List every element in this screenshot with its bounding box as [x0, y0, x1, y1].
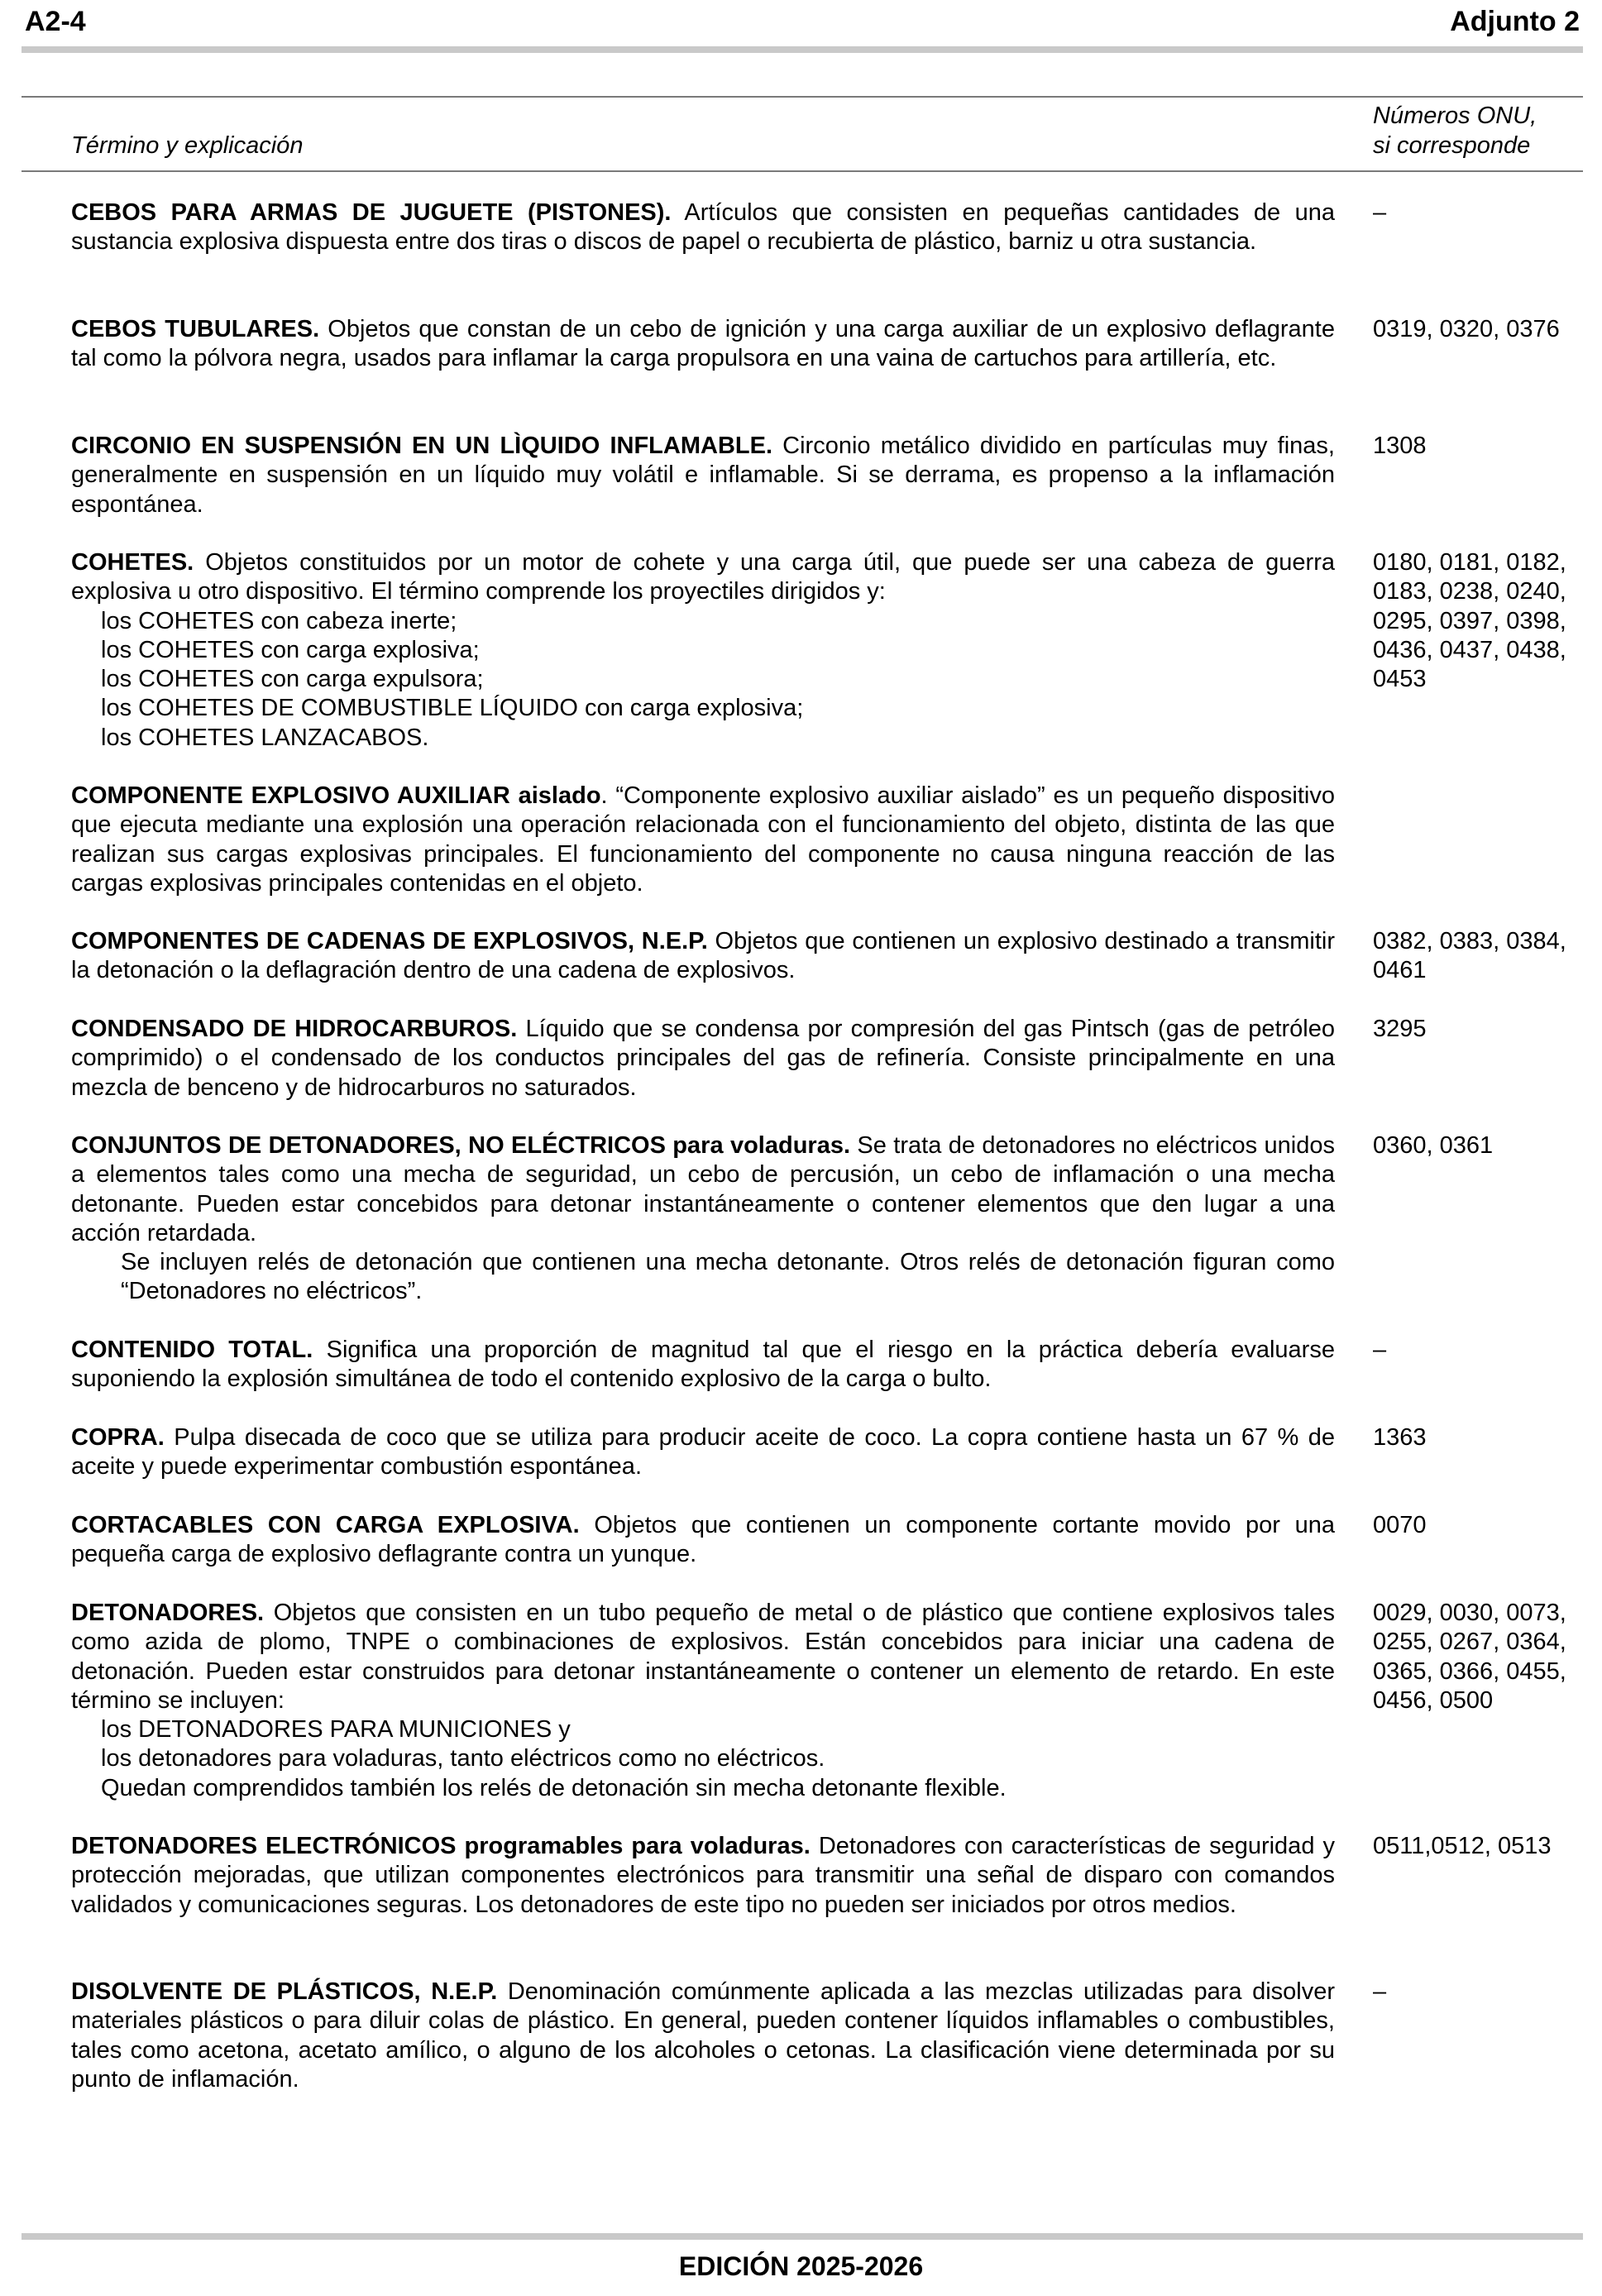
- un-number-line: 3295: [1373, 1016, 1427, 1042]
- entry-un-numbers: [1373, 927, 1596, 986]
- entry-text: [71, 927, 1335, 986]
- footer-rule: [22, 2233, 1583, 2240]
- un-number-line: 0382, 0383, 0384,: [1373, 928, 1566, 954]
- entry-description: Se trata de detonadores no eléctricos unidos a elementos tales como una mecha de seguridad, un cebo de percusión, un cebo de inflamación o una mecha detonante. Pueden estar concebidos para detonar instantáneamente o contener elementos que den lugar a una acción retardada.: [71, 1132, 1335, 1246]
- entry-term: CEBOS PARA ARMAS DE JUGUETE (PISTONES).: [71, 199, 672, 226]
- un-number-line: 1363: [1373, 1424, 1427, 1451]
- entry-subitem: los COHETES con carga expulsora;: [101, 666, 484, 693]
- header-rule: [22, 46, 1583, 53]
- term-column-header: Término y explicación: [71, 132, 304, 159]
- entry-subitem: los COHETES con carga explosiva;: [101, 636, 480, 663]
- un-number-line: –: [1373, 199, 1387, 226]
- entry-un-numbers: [1373, 432, 1596, 461]
- un-number-line: 0183, 0238, 0240,: [1373, 578, 1566, 605]
- entry-description: Objetos que contienen un explosivo destinado a transmitir la detonación o la deflagración dentro de una cadena de explosivos.: [71, 928, 1335, 984]
- edition-footer: EDICIÓN 2025-2026: [678, 2251, 924, 2281]
- un-number-line: 0295, 0397, 0398,: [1373, 607, 1566, 634]
- table-top-rule: [22, 96, 1583, 98]
- un-column-header-line1: Números ONU,: [1373, 103, 1537, 129]
- entry-description: Significa una proporción de magnitud tal que el riesgo en la práctica debería evaluarse suponiendo la explosión simultánea de todo el contenido explosivo de la carga o bulto.: [71, 1337, 1335, 1393]
- entry-un-numbers: [1373, 1978, 1596, 2007]
- un-number-line: –: [1373, 1978, 1387, 2005]
- entry-text: [71, 1511, 1335, 1570]
- entry-un-numbers: [1373, 1131, 1596, 1160]
- entry-term: DISOLVENTE DE PLÁSTICOS, N.E.P.: [71, 1978, 498, 2005]
- entry-description: . “Componente explosivo auxiliar aislado” es un pequeño dispositivo que ejecuta mediante una explosión una operación relacionada con el funcionamiento del objeto, distinta de las que realizan sus cargas explosivas principales. El funcionamiento del componente no causa ninguna reacción de las cargas explosivas principales contenidas en el objeto.: [71, 782, 1335, 897]
- entry-subitem: los COHETES con cabeza inerte;: [101, 607, 457, 634]
- entry-description: Objetos que constan de un cebo de ignición y una carga auxiliar de un explosivo deflagrante tal como la pólvora negra, usados para inflamar la carga propulsora en una vaina de cartuchos para artillería, etc.: [71, 316, 1335, 372]
- entry-term: CIRCONIO EN SUSPENSIÓN EN UN LÌQUIDO INFLAMABLE.: [71, 433, 772, 459]
- entry-un-numbers: [1373, 1832, 1596, 1861]
- un-number-line: 0436, 0437, 0438,: [1373, 636, 1566, 663]
- un-number-line: 0029, 0030, 0073,: [1373, 1600, 1566, 1626]
- entry-text: [71, 548, 1335, 753]
- entry-note: Se incluyen relés de detonación que contienen una mecha detonante. Otros relés de detonación figuran como “Detonadores no eléctricos”.: [121, 1249, 1335, 1305]
- entry-un-numbers: [1373, 1336, 1596, 1365]
- entry-description: Líquido que se condensa por compresión del gas Pintsch (gas de petróleo comprimido) o el condensado de los conductos principales del gas de refinería. Consiste principalmente en una mezcla de benceno y de hidrocarburos no saturados.: [71, 1016, 1335, 1101]
- entry-term: CONJUNTOS DE DETONADORES, NO ELÉCTRICOS para voladuras.: [71, 1132, 851, 1159]
- entry-text: [71, 1599, 1335, 1803]
- entry-un-numbers: [1373, 199, 1596, 227]
- entry-subitem: los detonadores para voladuras, tanto eléctricos como no eléctricos.: [101, 1745, 825, 1772]
- entry-text: [71, 199, 1335, 257]
- header-bottom-rule: [22, 170, 1583, 172]
- un-number-line: –: [1373, 1337, 1387, 1363]
- entry-term: CONDENSADO DE HIDROCARBUROS.: [71, 1016, 518, 1042]
- entry-text: [71, 1336, 1335, 1394]
- entry-term: CORTACABLES CON CARGA EXPLOSIVA.: [71, 1512, 580, 1538]
- entry-un-numbers: [1373, 1423, 1596, 1452]
- entry-un-numbers: [1373, 548, 1596, 694]
- entry-text: [71, 1015, 1335, 1103]
- entry-text: [71, 782, 1335, 898]
- entry-subitem: los COHETES DE COMBUSTIBLE LÍQUIDO con carga explosiva;: [101, 695, 804, 722]
- entry-un-numbers: [1373, 1511, 1596, 1540]
- entry-description: Artículos que consisten en pequeñas cantidades de una sustancia explosiva dispuesta entre dos tiras o discos de papel o recubierta de plástico, barniz u otra sustancia.: [71, 199, 1336, 256]
- page-header: [22, 0, 1583, 43]
- un-number-line: 0456, 0500: [1373, 1686, 1494, 1714]
- un-number-line: 0319, 0320, 0376: [1373, 316, 1560, 342]
- un-number-line: 0360, 0361: [1373, 1132, 1494, 1159]
- un-number-line: 0180, 0181, 0182,: [1373, 549, 1566, 576]
- page-number: A2-4: [25, 6, 86, 37]
- entry-description: Pulpa disecada de coco que se utiliza para producir aceite de coco. La copra contiene hasta un 67 % de aceite y puede experimentar combustión espontánea.: [71, 1424, 1335, 1480]
- entry-text: [71, 1423, 1335, 1482]
- entry-text: [71, 1832, 1335, 1920]
- entry-term: COMPONENTES DE CADENAS DE EXPLOSIVOS, N.E.P.: [71, 928, 708, 954]
- un-number-line: 0511,0512, 0513: [1373, 1833, 1552, 1859]
- entry-text: [71, 1978, 1335, 2094]
- column-headers: [0, 99, 1602, 165]
- entry-term: COMPONENTE EXPLOSIVO AUXILIAR aislado: [71, 782, 601, 809]
- entry-un-numbers: [1373, 1599, 1596, 1715]
- un-column-header: [1373, 101, 1588, 160]
- entry-description: Detonadores con características de seguridad y protección mejoradas, que utilizan componentes electrónicos para transmitir una señal de disparo con comandos validados y comunicaciones seguras. Los detonadores de este tipo no pueden ser iniciados por otros medios.: [71, 1833, 1335, 1918]
- entry-term: COHETES.: [71, 549, 194, 576]
- un-number-line: 1308: [1373, 433, 1427, 459]
- entry-description: Objetos constituidos por un motor de cohete y una carga útil, que puede ser una cabeza de guerra explosiva u otro dispositivo. El término comprende los proyectiles dirigidos y:: [71, 549, 1335, 605]
- entry-term: DETONADORES.: [71, 1600, 265, 1626]
- entry-text: [71, 1131, 1335, 1307]
- entry-description: Objetos que consisten en un tubo pequeño de metal o de plástico que contiene explosivos tales como azida de plomo, TNPE o combinaciones de explosivos. Están concebidos para iniciar una cadena de detonación. Pueden estar construidos para detonar instantáneamente o contener un elemento de retardo. En este término se incluyen:: [71, 1600, 1335, 1714]
- entry-un-numbers: [1373, 1015, 1596, 1044]
- un-number-line: 0070: [1373, 1512, 1427, 1538]
- entry-subitem: los DETONADORES PARA MUNICIONES y: [101, 1716, 571, 1744]
- un-number-line: 0461: [1373, 957, 1427, 984]
- entry-description: Objetos que contienen un componente cortante movido por una pequeña carga de explosivo deflagrante contra un yunque.: [71, 1512, 1335, 1568]
- entry-description: Circonio metálico dividido en partículas muy finas, generalmente en suspensión en un líquido muy volátil e inflamable. Si se derrama, es propenso a la inflamación espontánea.: [71, 433, 1335, 518]
- entry-term: CEBOS TUBULARES.: [71, 316, 320, 342]
- entry-un-numbers: [1373, 315, 1596, 344]
- entry-description: Denominación comúnmente aplicada a las mezclas utilizadas para disolver materiales plásticos o para diluir colas de plástico. En general, pueden contener líquidos inflamables o combustibles, tales como acetona, acetato amílico, o alguno de los alcoholes o cetonas. La clasificación viene determinada por su punto de inflamación.: [71, 1978, 1335, 2093]
- un-column-header-line2: si corresponde: [1373, 132, 1531, 159]
- un-number-line: 0453: [1373, 666, 1427, 693]
- entry-term: DETONADORES ELECTRÓNICOS programables para voladuras.: [71, 1833, 811, 1859]
- entry-subitem: los COHETES LANZACABOS.: [101, 724, 429, 751]
- un-number-line: 0255, 0267, 0364,: [1373, 1629, 1566, 1656]
- entry-text: [71, 432, 1335, 519]
- entry-text: [71, 315, 1335, 374]
- entry-term: COPRA.: [71, 1424, 165, 1451]
- annex-label: Adjunto 2: [1450, 6, 1580, 37]
- entry-subitem: Quedan comprendidos también los relés de detonación sin mecha detonante flexible.: [101, 1774, 1007, 1801]
- entry-term: CONTENIDO TOTAL.: [71, 1337, 313, 1363]
- un-number-line: 0365, 0366, 0455,: [1373, 1657, 1566, 1685]
